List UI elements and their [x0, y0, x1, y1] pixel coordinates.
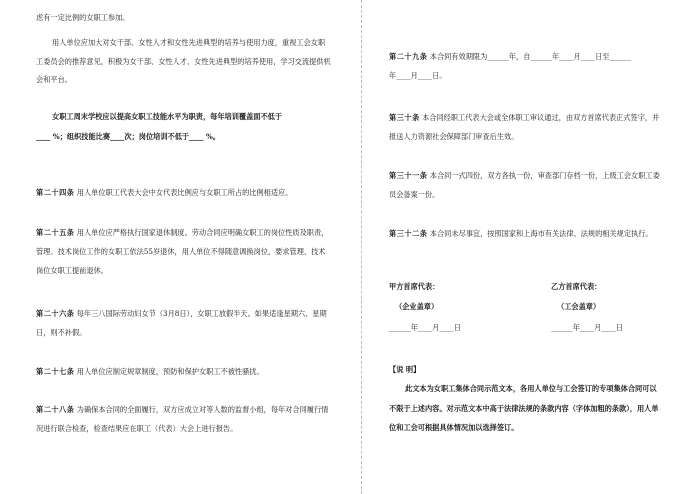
article-28-text: 为确保本合同的全面履行，双方应成立对等人数的监督小组，每年对合同履行情况进行联合检查，检查结果应在职工（代表）大会上进行报告。: [36, 405, 329, 433]
article-32: [389, 224, 661, 243]
article-31-label: 第三十一条: [389, 171, 428, 180]
article-25-label: 第二十五条: [36, 228, 75, 237]
union-seal: （工会盖章）: [557, 302, 601, 311]
article-25: [36, 224, 332, 280]
article-31-text: 本合同一式四份，双方各执一份，审查部门存档一份，上级工会女职工委员会备案一份。: [389, 171, 660, 199]
article-27: [36, 362, 332, 381]
explanation-text: 此文本为女职工集体合同示范文本，各用人单位与工会签订的专项集体合同可以不限于上述内容。对示范文本中高于法律法规的条款内容（字体加粗的条款），用人单位和工会可根据具体情况加以选择签订。: [389, 384, 659, 432]
article-29-text-1: 本合同有效期限为______年，自______年____月____日至______: [429, 52, 632, 61]
article-24: [36, 183, 332, 202]
article-30-text: 本合同经职工代表大会或全体职工审议通过，由双方首席代表正式签字，并报送人力资源社会保障部门审查后生效。: [389, 113, 660, 141]
article-32-text: 本合同未尽事宜，按照国家和上海市有关法律、法规的相关规定执行。: [429, 229, 653, 238]
article-28: [36, 401, 332, 439]
weekend-school-line-1: 女职工周末学校应以提高女职工技能水平为职责，每年培训覆盖面不低于: [52, 112, 283, 121]
article-28-label: 第二十八条: [36, 405, 75, 414]
article-26-text: 每年三八国际劳动妇女节（3月8日），女职工放假半天。如果适逢星期六、星期日，则不补假。: [36, 309, 327, 337]
article-29-line-1: [389, 47, 661, 66]
party-a-representative: 甲方首席代表：: [389, 282, 440, 291]
article-26-label: 第二十六条: [36, 309, 75, 318]
party-b-date: ______年____月____日: [551, 323, 623, 332]
article-27-text: 用人单位应制定规章制度，预防和保护女职工不被性骚扰。: [76, 367, 264, 376]
article-32-label: 第三十二条: [389, 229, 428, 238]
article-29-label: 第二十九条: [389, 52, 428, 61]
explanation-title: 【说 明】: [389, 365, 421, 374]
continuation-line: 虑有一定比例的女职工参加。: [36, 13, 130, 22]
article-27-label: 第二十七条: [36, 367, 75, 376]
article-24-label: 第二十四条: [36, 188, 75, 197]
article-29-line-2: 年____月____日。: [389, 71, 447, 80]
article-30: [389, 108, 661, 146]
weekend-school-line-2: ____ %；组织技能比赛____次；岗位培训不低于____ %。: [36, 132, 220, 141]
training-paragraph: 用人单位应加大对女干部、女性人才和女性先进典型的培养与使用力度，重视工会女职工委员会的推荐意见，积极为女干部、女性人才、女性先进典型的培养使用，学习交流提供机会和平台。: [36, 38, 331, 84]
article-30-label: 第三十条: [389, 113, 420, 122]
article-31: [389, 166, 661, 204]
column-divider: [361, 0, 363, 494]
enterprise-seal: （企业盖章）: [395, 302, 439, 311]
article-24-text: 用人单位职工代表大会中女代表比例应与女职工所占的比例相适应。: [76, 188, 293, 197]
article-25-text: 用人单位应严格执行国家退休制度。劳动合同应明确女职工的岗位性质及职责，管理、技术岗位工作的女职工依法55岁退休，用人单位不得随意调换岗位，要求管理、技术岗位女职工提前退休。: [36, 228, 329, 275]
party-a-date: ______年____月____日: [389, 323, 461, 332]
article-26: [36, 305, 332, 342]
party-b-representative: 乙方首席代表：: [551, 282, 602, 291]
